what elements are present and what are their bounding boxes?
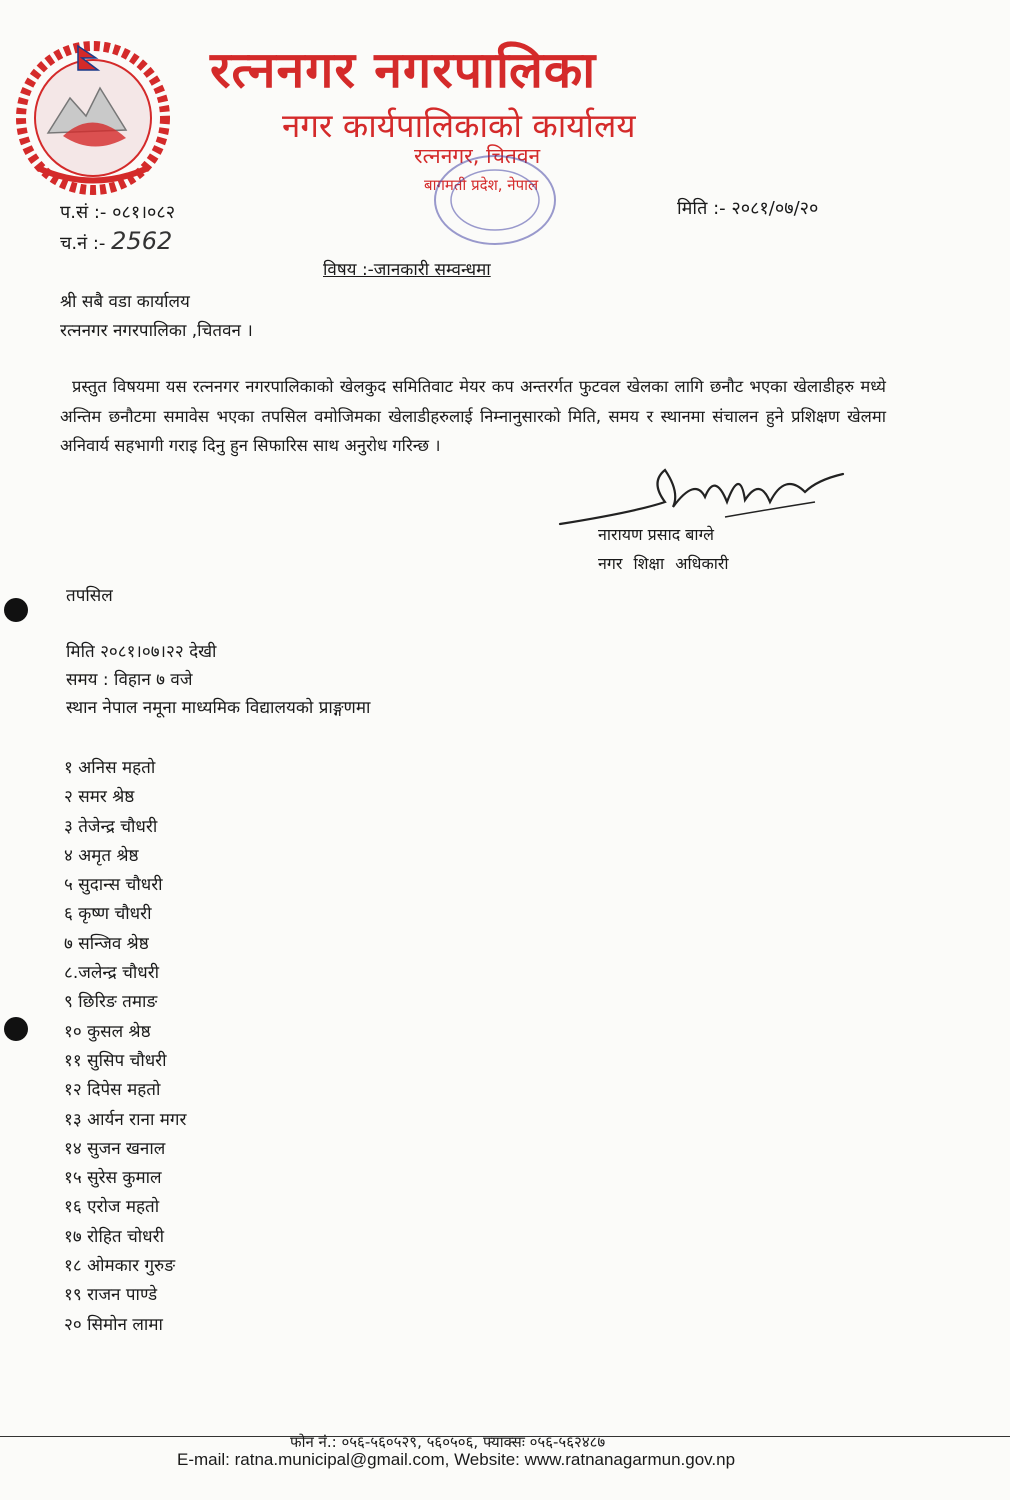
list-item: १५ सुरेस कुमाल <box>64 1168 162 1189</box>
addressee-line2: रत्ननगर नगरपालिका ,चितवन । <box>60 321 253 341</box>
list-item: ६ कृष्ण चौधरी <box>64 904 152 925</box>
footer-contact: E-mail: ratna.municipal@gmail.com, Website: www.ratnanagarmun.gov.np <box>177 1450 736 1469</box>
list-item: ३ तेजेन्द्र चौधरी <box>64 816 158 837</box>
player-list <box>64 755 186 1341</box>
office-stamp <box>430 150 560 250</box>
list-item: ५ सुदान्स चौधरी <box>64 875 163 896</box>
letter-number: प.सं :- ०८१।०८२ <box>60 202 176 223</box>
signatory-name: नारायण प्रसाद बाग्ले <box>598 525 714 544</box>
office-province: बागमती प्रदेश, नेपाल <box>424 176 539 194</box>
list-item: १२ दिपेस महतो <box>64 1080 161 1101</box>
punch-hole <box>4 598 28 622</box>
office-title: नगर कार्यपालिकाको कार्यालय <box>282 106 636 145</box>
dispatch-label: च.नं :- <box>60 233 112 254</box>
addressee-line1: श्री सबै वडा कार्यालय <box>60 292 190 312</box>
schedule-date: मिति २०८१।०७।२२ देखी <box>66 642 217 662</box>
list-item: ७ सन्जिव श्रेष्ठ <box>64 933 149 954</box>
punch-hole <box>4 1017 28 1041</box>
letter-subject: विषय :-जानकारी सम्वन्धमा <box>323 260 491 280</box>
schedule-place: स्थान नेपाल नमूना माध्यमिक विद्यालयको प्राङ्गणमा <box>66 698 371 718</box>
list-item: ९ छिरिङ तमाङ <box>64 992 158 1013</box>
list-item: १३ आर्यन राना मगर <box>64 1109 187 1130</box>
municipality-title: रत्ननगर नगरपालिका <box>210 41 597 99</box>
list-item: २ समर श्रेष्ठ <box>64 787 135 808</box>
list-item: ८.जलेन्द्र चौधरी <box>64 963 160 984</box>
dispatch-number-handwritten: 2562 <box>111 227 173 255</box>
schedule-time: समय : विहान ७ वजे <box>66 670 193 690</box>
list-item: १८ ओमकार गुरुङ <box>64 1256 176 1277</box>
list-item: ११ सुसिप चौधरी <box>64 1050 167 1071</box>
list-item: २० सिमोन लामा <box>64 1314 163 1335</box>
letter-body: प्रस्तुत विषयमा यस रत्ननगर नगरपालिकाको खेलकुद समितिवाट मेयर कप अन्तरर्गत फुटवल खेलका लागि छनौट भएका खेलाडीहरु मध्ये अन्तिम छनौटमा समावेस भएका तपसिल वमोजिमका खेलाडीहरुलाई निम्नानुसारको मिति, समय र स्थानमा संचालन हुने प्रशिक्षण खेलमा अनिवार्य सहभागी गराइ दिनु हुन सिफारिस साथ अनुरोध गरिन्छ । <box>60 377 886 455</box>
letter-date: मिति :- २०८१/०७/२० <box>677 198 819 219</box>
schedule-heading: तपसिल <box>66 586 113 606</box>
nepal-emblem-icon <box>8 38 178 198</box>
dispatch-number <box>60 227 172 255</box>
footer-phone: फोन नं.: ०५६-५६०५२९, ५६०५०६, फ्याक्सः ०५६-५६२४८७ <box>290 1433 606 1451</box>
list-item: १७ रोहित चोधरी <box>64 1226 164 1247</box>
list-item: १६ एरोज महतो <box>64 1197 160 1218</box>
signature <box>555 462 855 532</box>
list-item: १९ राजन पाण्डे <box>64 1285 158 1306</box>
list-item: १४ सुजन खनाल <box>64 1138 166 1159</box>
signatory-title: नगर शिक्षा अधिकारी <box>598 554 729 573</box>
list-item: ४ अमृत श्रेष्ठ <box>64 845 139 866</box>
list-item: १० कुसल श्रेष्ठ <box>64 1021 151 1042</box>
list-item: १ अनिस महतो <box>64 758 156 778</box>
office-place: रत्ननगर, चितवन <box>414 144 541 168</box>
